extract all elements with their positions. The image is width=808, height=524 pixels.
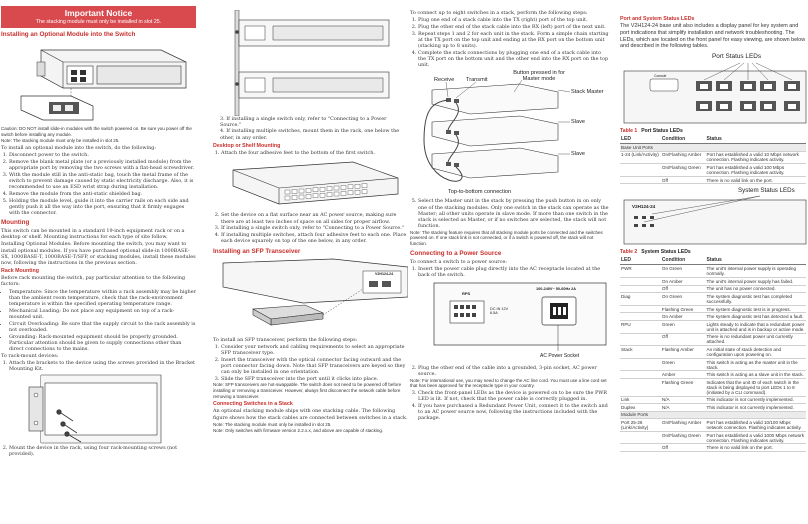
table-row (620, 358, 806, 371)
desktop-figure (213, 156, 408, 212)
table-cell-cond: Off (661, 333, 706, 346)
table-cell-cond: Green (661, 320, 706, 333)
module-card-drawing (21, 88, 93, 120)
table1-caption (620, 128, 806, 134)
table-cell-led (620, 305, 661, 313)
table-cell-status: Lights steady to indicate that a redundant power unit is attached and is in backup or active mode. (706, 321, 805, 332)
stack-intro: To connect up to eight switches in a stack, perform the following steps: (410, 10, 588, 16)
list-item: 3. Repeat steps 1 and 2 for each unit in the stack. Form a simple chain starting at the TX port on the top unit and ending at the RX port on the bottom unit (stacking up to 8 units). (418, 31, 610, 50)
table-cell-cond: On/Flashing Amber (661, 151, 706, 164)
table-cell-cond: Off (661, 444, 706, 452)
mounting-paragraph: This switch can be mounted in a standard 19-inch equipment rack or on a desktop or shelf. Mounting instructions for each type of site follow. (1, 228, 185, 241)
table-row (620, 151, 806, 164)
label-stack-master: Stack Master (571, 89, 604, 96)
table-cell-status: The system diagnostic test has detected a fault. (706, 313, 806, 321)
table-row (620, 396, 806, 404)
table-header: LED (620, 135, 661, 144)
note-slot-25: Note: The stacking module must only be installed in slot 25. (1, 138, 120, 144)
table-cell-led (620, 164, 661, 177)
label-dc-in: DC IN 12V 6.5A (490, 306, 509, 315)
caution-text: Caution: DO NOT install slide-in modules with the switch powered on. Be sure you power off the switch before installing any module. (1, 126, 192, 137)
table-cell-cond: On Amber (661, 313, 706, 321)
switch-chassis-drawing (37, 50, 186, 88)
table-header: LED (620, 256, 661, 265)
table-cell-led (620, 371, 661, 379)
rack-steps-2 (1, 445, 196, 457)
table-cell-cond: Off (661, 176, 706, 184)
table-row (620, 431, 806, 444)
table-cell-cond: Amber (661, 371, 706, 379)
table-row (620, 265, 806, 278)
label-system-status-leds: System Status LEDs (738, 187, 795, 195)
important-notice (1, 6, 196, 28)
table-cell-status: Port has established a valid 1000 Mbps network connection. Flashing indicates activity. (706, 432, 805, 443)
table-cell-led (620, 378, 661, 396)
list-item: 2. Mount the device in the rack, using four rack-mounting screws (not provided). (9, 445, 196, 457)
list-item: 4. If installing multiple switches, attach four adhesive feet to each one. Place each device squarely on top of the one below, in any order. (221, 232, 408, 244)
table-cell-cond: On Amber (661, 277, 706, 285)
column-4 (618, 0, 808, 524)
table-header: Condition (661, 256, 706, 265)
table-cell-cond: Flashing Amber (661, 346, 706, 359)
table-cell-led: 1-24 (Link/Activity) (620, 151, 661, 164)
list-item: 1. Plug one end of a stack cable into the TX (right) port of the top unit. (418, 17, 610, 23)
table-row (620, 313, 806, 321)
table-cell-status: Port has established a valid 100 Mbps connection. Flashing indicates activity. (706, 164, 806, 177)
table-cell-cond: On Green (661, 265, 706, 278)
table-cell-cond: On Green (661, 293, 706, 306)
list-item: 2. Plug the other end of the cable into a grounded, 3-pin socket, AC power source. (418, 365, 610, 377)
stack-note: Note: The stacking feature requires that all stacking module ports be connected and the switches powered on. If one stack link is not connected, or if a switch is powered off, the stack will not function. (410, 229, 603, 247)
label-slave-1: Slave (571, 119, 585, 126)
list-item: 1. Consider your network and cabling requirements to select an appropriate SFP transceiver type. (221, 344, 408, 356)
desktop-steps-2 (213, 212, 408, 244)
table-cell-led: PWR (620, 265, 661, 278)
heading-desktop-mounting: Desktop or Shelf Mounting (213, 142, 281, 149)
table-cell-cond: Flashing Green (661, 305, 706, 313)
stack-steps (410, 17, 610, 68)
list-item: 1. Attach the brackets to the device using the screws provided in the Bracket Mounting Kit. (9, 360, 196, 372)
table-cell-led: Duplex (620, 404, 661, 412)
leds-paragraph: The V2H124-24 base unit also includes a display panel for key system and port indications that simplify installation and network troubleshooting. The LEDs, which are located on the front panel for easy viewing, are shown below and described in the following tables. (620, 23, 806, 50)
table-cell-cond: Flashing Green (661, 378, 706, 396)
install-intro: To install an optional module into the switch, do the following: (1, 144, 157, 151)
column-2 (213, 0, 408, 524)
table-cell-led: Diag (620, 293, 661, 306)
label-ac-rating: 100-240V~ 50-60Hz 2A (536, 286, 576, 291)
table-cell-led (620, 431, 661, 444)
heading-mounting: Mounting (1, 219, 30, 227)
table-row (620, 320, 806, 333)
list-item: 2. Remove the blank metal plate (or a previously installed module) from the appropriate port by removing the two screws with a flat-head screwdriver. (9, 159, 196, 171)
table-cell-cond: N/A (661, 396, 706, 404)
bracket-figure (1, 373, 196, 445)
stack-steps-5 (410, 198, 610, 229)
label-button: Button pressed in for Master mode (513, 70, 565, 83)
table1-number: Table 1 (620, 128, 638, 134)
table-cell-status: There is no redundant power unit currently attached. (706, 333, 806, 346)
heading-install-module: Installing an Optional Module into the Switch (1, 31, 136, 38)
table-row (620, 378, 806, 396)
power-steps-2 (410, 365, 610, 377)
list-item: 3. With the module still in the anti-static bag, touch the metal frame of the switch to prevent damage caused by static electricity discharge. Also, it is recommended to use an ESD wrist strap during installation. (9, 172, 196, 191)
rack-substep-3-text: If installing a single switch only, refer to "Connecting to a Power Source." (220, 116, 387, 129)
rack-paragraph: Before rack mounting the switch, pay particular attention to the following factors: (1, 275, 186, 288)
table-cell-status: Port has established a valid 10 Mbps network connection. Flashing indicates activity. (706, 151, 806, 164)
table-cell-cond: N/A (661, 404, 706, 412)
table-cell-status: This switch is acting as a slave unit in the stack. (706, 371, 806, 379)
table-cell-led (620, 313, 661, 321)
system-status-table (620, 256, 806, 452)
heading-status-leds: Port and System Status LEDs (620, 16, 695, 22)
table-cell-cond: On/Flashing Green (661, 164, 706, 177)
label-model: V2H124-24 (632, 204, 656, 210)
heading-power: Connecting to a Power Source (410, 249, 502, 257)
table-cell-led: RPU (620, 320, 661, 333)
table-row (620, 293, 806, 306)
table-cell-status: This indicator is not currently implemented. (706, 396, 806, 404)
table-header: Condition (661, 135, 706, 144)
rack-substep-4-text: If installing multiple switches, mount them in the rack, one below the other, in any order. (220, 128, 400, 141)
sfp-steps (213, 344, 408, 382)
label-rps: RPS (462, 290, 471, 296)
label-port-status-leds: Port Status LEDs (712, 53, 762, 60)
table-cell-status: The unit's internal power supply has failed. (706, 277, 806, 285)
sfp-model-label: V2H124-24 (375, 271, 394, 276)
table-row (620, 333, 806, 346)
table-row (620, 277, 806, 285)
rack-substep-3: 3. If installing a single switch only, refer to "Connecting to a Power Source." (220, 116, 387, 129)
table-cell-cond: Green (661, 358, 706, 371)
table-row (620, 444, 806, 452)
list-item: 4. Remove the module from the anti-static shielded bag. (9, 191, 196, 197)
rps-connector-drawing (450, 301, 484, 323)
list-item: 4. If you have purchased a Redundant Power Unit, connect it to the switch and to an AC power source now, following the instructions included with the package. (418, 403, 610, 422)
table-cell-status: There is no valid link on the port. (706, 444, 806, 452)
connect-note-2: Note: Only switches with firmware version 2.2.x.x, and above are capable of stacking. (213, 428, 384, 434)
system-leds-figure (620, 186, 806, 246)
notice-title: Important Notice (64, 8, 133, 18)
connect-note-1: Note: The stacking module must only be installed in slot 25. (213, 421, 332, 427)
table-row (620, 346, 806, 359)
table-cell-led (620, 285, 661, 293)
table-row (620, 305, 806, 313)
table-group-cell: Module Ports (620, 411, 806, 419)
list-item: • Mechanical Loading: Do not place any equipment on top of a rack-mounted unit. (9, 308, 196, 320)
table-cell-status: The unit's internal power supply is operating normally. (706, 265, 806, 278)
column-3 (410, 0, 610, 524)
table-cell-status: The system diagnostic test is in progress. (706, 305, 806, 313)
heading-connect-stack: Connecting Switches in a Stack (213, 401, 293, 408)
connect-paragraph: An optional stacking module ships with one stacking cable. The following figure shows how the stack cables are connected between switches in a stack. (213, 408, 408, 421)
rack-stack-figure (213, 10, 408, 116)
sfp-note: Note: SFP transceivers are hot-swappable. The switch does not need to be powered off before installing or removing a transceiver. However, always first disconnect the network cable before removing a transceiver. (213, 382, 402, 399)
label-console: Console (654, 74, 667, 78)
table-row (620, 371, 806, 379)
label-transmit: Transmit (466, 77, 488, 84)
label-receive: Receive (434, 77, 455, 84)
sfp-intro: To install an SFP transceiver, perform the following steps: (213, 336, 358, 343)
table-cell-led (620, 333, 661, 346)
rack-intro: To rack-mount devices: (1, 352, 59, 359)
table1-title: Port Status LEDs (641, 128, 683, 134)
table-cell-status: An initial state of stack detection and configuration upon powering on. (706, 346, 806, 359)
table-cell-status: The unit has no power connected. (706, 285, 806, 293)
system-status-table-body (620, 265, 806, 452)
module-install-figure (1, 40, 196, 126)
table-cell-status: There is no valid link on the port. (706, 176, 806, 184)
table-row (620, 164, 806, 177)
table-cell-led (620, 358, 661, 371)
table-cell-status: Port has established a valid 10/100 Mbps network connection. Flashing indicates activity. (706, 419, 806, 432)
sfp-figure (213, 257, 408, 337)
list-item: 4. Complete the stack connections by plugging one end of a stack cable into the TX port on the bottom unit and the other end into the RX port on the top unit. (418, 50, 610, 69)
heading-sfp: Installing an SFP Transceiver (213, 247, 301, 255)
table-cell-led: Port 25-26 (Link/Activity) (620, 419, 661, 432)
table-cell-led: Link (620, 396, 661, 404)
table-cell-led (620, 277, 661, 285)
list-item: 1. Disconnect power to the switch. (9, 152, 196, 158)
power-steps-3 (410, 390, 610, 421)
list-item: 2. Plug the other end of the stack cable into the RX (left) port of the next unit. (418, 24, 610, 30)
table-header: Status (706, 256, 806, 265)
table-header: Status (706, 135, 806, 144)
list-item: 3. Check the front-panel LEDs as the device is powered on to be sure the PWR LED is lit. If not, check that the power cable is correctly plugged in. (418, 390, 610, 402)
rack-substep-4: 4. If installing multiple switches, mount them in the rack, one below the other, in any order. (220, 128, 400, 141)
list-item: 1. Attach the four adhesive feet to the bottom of the first switch. (221, 150, 408, 156)
console-port-drawing (650, 79, 678, 91)
list-item: • Circuit Overloading: Be sure that the supply circuit to the rack assembly is not overloaded. (9, 321, 196, 333)
port-status-table (620, 135, 806, 184)
table-cell-status: This indicator is not currently implemented. (706, 404, 806, 412)
notice-body: The stacking module must only be installed in slot 25. (35, 19, 162, 25)
list-item: 1. Insert the power cable plug directly into the AC receptacle located at the back of the switch. (418, 266, 610, 278)
table-row (620, 285, 806, 293)
table-cell-cond: On/Flashing Green (661, 431, 706, 444)
table-cell-status: Indicates that the unit ID of each switch in the stack is being displayed to port LEDs 1 to 8 (initiated by a CLI command). (706, 378, 806, 396)
power-intro: To connect a switch to a power source: (410, 258, 507, 265)
table-cell-led: Stack (620, 346, 661, 359)
port-leds-figure (620, 51, 806, 125)
port-status-table-body (620, 144, 806, 184)
install-steps (1, 152, 196, 216)
table-row (620, 419, 806, 432)
list-item: 3. Slide the SFP transceiver into the port until it clicks into place. (221, 376, 408, 382)
rack-factors (1, 289, 196, 353)
label-ac-power-socket: AC Power Socket (540, 352, 580, 359)
table2-title: System Status LEDs (641, 249, 691, 256)
table-cell-led (620, 444, 661, 452)
list-item: 5. Holding the module level, guide it into the carrier rails on each side and gently push it all the way into the port, ensuring that it firmly engages with the connector. (9, 198, 196, 217)
stacking-figure (410, 70, 610, 198)
power-note: Note: For international use, you may need to change the AC line cord. You must use a line cord set that has been approved for the receptacle type in your country. (410, 377, 607, 389)
table2-number: Table 2 (620, 249, 638, 256)
table-row (620, 144, 806, 152)
table2-caption (620, 249, 806, 255)
list-item: • Grounding: Rack-mounted equipment should be properly grounded. Particular attention should be given to supply connections other than direct connections to the mains. (9, 334, 196, 353)
label-top-to-bottom: Top-to-bottom connection (448, 189, 512, 196)
list-item: 2. Set the device on a flat surface near an AC power source, making sure there are at least two inches of space on all sides for proper airflow. (221, 212, 408, 224)
table-cell-status: This switch is acting as the master unit in the stack. (706, 358, 806, 371)
heading-rack-mounting: Rack Mounting (1, 268, 39, 275)
list-item: • Temperature: Since the temperature within a rack assembly may be higher than the ambient room temperature, check that the rack-environment temperature is within the specified operating temperature range. (9, 289, 196, 308)
table-row (620, 404, 806, 412)
list-item: 3. If installing a single switch only, refer to "Connecting to a Power Source." (221, 225, 408, 231)
rack-steps (1, 360, 196, 372)
table-cell-cond: Off (661, 285, 706, 293)
table-row (620, 411, 806, 419)
table-cell-status: The system diagnostic test has completed successfully. (706, 293, 806, 306)
column-1 (0, 0, 198, 524)
desktop-steps (213, 150, 408, 156)
list-item: 2. Insert the transceiver with the optical connector facing outward and the port connector facing down. Note that SFP transceivers are keyed so they can only be installed in one orientation. (221, 357, 408, 376)
table-cell-led (620, 176, 661, 184)
power-figure (410, 279, 610, 365)
table-cell-cond: On/Flashing Amber (661, 419, 706, 432)
list-item: 5. Select the Master unit in the stack by pressing the push button in on only one of the stacking modules. Only one switch in the stack can operate as the Master; all other units operate in slave mode. If more than one switch in the stack is selected as Master, or if no switches are selected, the stack will not function. (418, 198, 610, 229)
power-steps (410, 266, 610, 278)
table-group-cell: Base Unit Ports (620, 144, 806, 152)
installing-modules-paragraph: Installing Optional Modules: Before mounting the switch, you may want to install optional modules. If you have purchased optional slide-in 1000BASE-SX, 1000BASE-T, 1000BASE-T/SFP, or stacking modules, install these modules now, following the instructions in the previous section. (1, 241, 196, 266)
label-slave-2: Slave (571, 151, 585, 158)
table-row (620, 176, 806, 184)
